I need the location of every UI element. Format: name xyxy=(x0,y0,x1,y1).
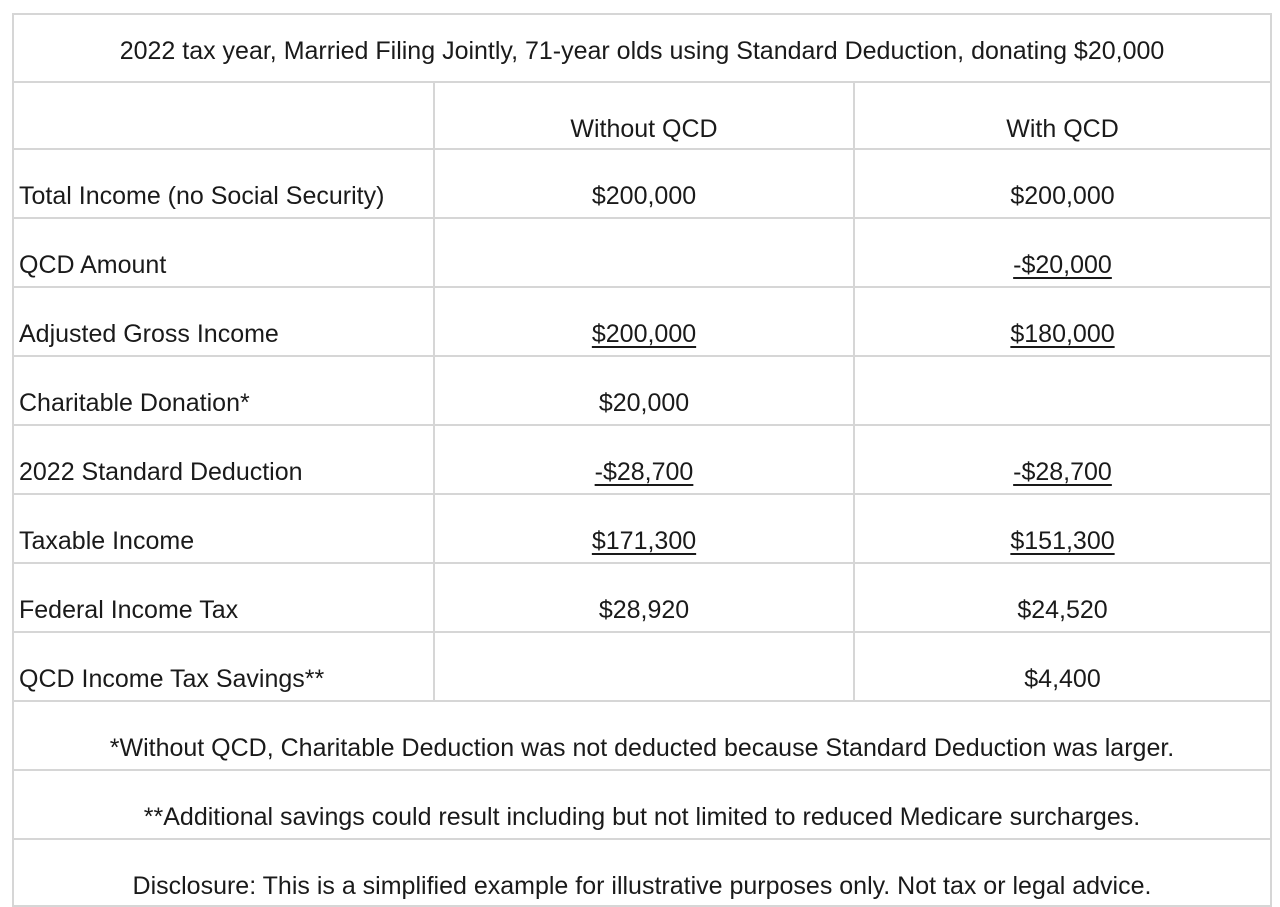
table-row xyxy=(13,287,1271,356)
without-qcd-value: -$28,700 xyxy=(594,458,694,486)
table-row xyxy=(13,494,1271,563)
row-label: Taxable Income xyxy=(13,494,434,563)
with-qcd-value: $24,520 xyxy=(1017,596,1108,624)
qcd-comparison-table xyxy=(12,13,1272,907)
row-label: Charitable Donation* xyxy=(13,356,434,425)
table-row xyxy=(13,425,1271,494)
table-title: 2022 tax year, Married Filing Jointly, 71-year olds using Standard Deduction, donating $20,000 xyxy=(13,14,1271,82)
table-row xyxy=(13,632,1271,701)
header-without-qcd: Without QCD xyxy=(434,82,854,149)
title-row xyxy=(13,14,1271,82)
footnote-additional-savings: **Additional savings could result including but not limited to reduced Medicare surcharges. xyxy=(13,770,1271,839)
footnote-charitable-deduction: *Without QCD, Charitable Deduction was not deducted because Standard Deduction was larger. xyxy=(13,701,1271,770)
header-with-qcd: With QCD xyxy=(854,82,1271,149)
row-label: 2022 Standard Deduction xyxy=(13,425,434,494)
footnote-row xyxy=(13,839,1271,906)
row-label: QCD Amount xyxy=(13,218,434,287)
table-row xyxy=(13,356,1271,425)
without-qcd-value: $28,920 xyxy=(598,596,690,624)
qcd-comparison-sheet xyxy=(12,13,1270,900)
table-row xyxy=(13,149,1271,218)
with-qcd-value: $180,000 xyxy=(1010,320,1115,348)
table-row xyxy=(13,218,1271,287)
with-qcd-value: $4,400 xyxy=(1024,665,1101,693)
row-label: QCD Income Tax Savings** xyxy=(13,632,434,701)
with-qcd-value: $151,300 xyxy=(1010,527,1115,555)
row-label: Federal Income Tax xyxy=(13,563,434,632)
table-row xyxy=(13,563,1271,632)
header-row xyxy=(13,82,1271,149)
with-qcd-value: -$20,000 xyxy=(1013,251,1112,279)
with-qcd-value: $200,000 xyxy=(1010,182,1115,210)
with-qcd-value: -$28,700 xyxy=(1013,458,1112,486)
without-qcd-value: $200,000 xyxy=(591,320,697,348)
disclosure-text: Disclosure: This is a simplified example for illustrative purposes only. Not tax or legal advice. xyxy=(13,839,1271,906)
footnote-row xyxy=(13,770,1271,839)
row-label: Total Income (no Social Security) xyxy=(13,149,434,218)
footnote-row xyxy=(13,701,1271,770)
without-qcd-value: $200,000 xyxy=(591,182,697,210)
row-label: Adjusted Gross Income xyxy=(13,287,434,356)
header-empty-cell xyxy=(13,82,434,149)
without-qcd-value: $171,300 xyxy=(591,527,697,555)
without-qcd-value: $20,000 xyxy=(598,389,690,417)
